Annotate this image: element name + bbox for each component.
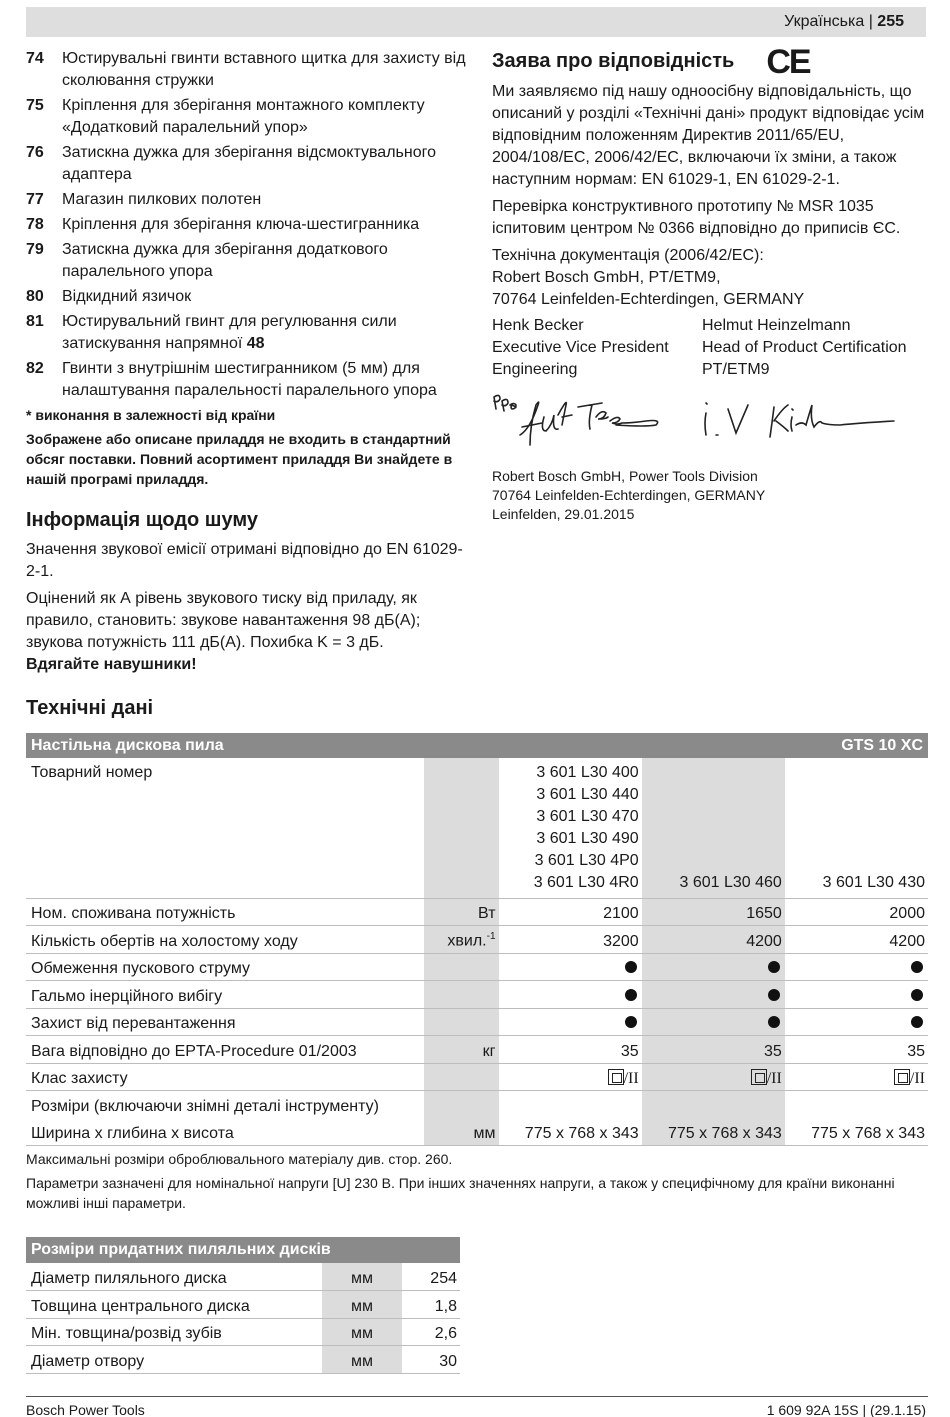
list-item: [26, 311, 471, 355]
noise-paragraph-2: Оцінений як А рівень звукового тиску від приладу, як правило, становить: звукове навантаження 98 дБ(A); звукова потужність 111 дБ(A). Похибка K = 3 дБ.: [26, 590, 421, 651]
tech-rows: [26, 898, 928, 1063]
parts-list: [26, 48, 471, 402]
item-text: Юстирувальний гвинт для регулювання сили затискування напрямної 48: [62, 313, 397, 352]
item-number: 76: [26, 144, 44, 161]
row-label: Вага відповідно до EPTA-Procedure 01/2003: [26, 1036, 424, 1064]
part-number-label: Товарний номер: [26, 758, 424, 898]
row-value-3: 35: [785, 1036, 928, 1064]
item-number: 77: [26, 191, 44, 208]
part-number: 3 601 L30 4P0: [534, 851, 639, 869]
row-value-2: 35: [642, 1036, 785, 1064]
protection-label: Клас захисту: [26, 1063, 424, 1091]
filled-dot-icon: [625, 989, 637, 1001]
row-label: Ном. споживана потужність: [26, 898, 424, 926]
tech-table-model: GTS 10 XC: [642, 733, 928, 758]
dimensions-unit: мм: [424, 1118, 498, 1146]
address-date: Leinfelden, 29.01.2015: [492, 506, 635, 522]
item-text: Затискна дужка для зберігання відсмоктувального адаптера: [62, 144, 436, 183]
filled-dot-icon: [768, 1016, 780, 1028]
signer-2: [702, 315, 912, 381]
list-item: [26, 189, 471, 211]
table-row: [26, 898, 928, 926]
row-value-1: 35: [499, 1036, 642, 1064]
signer-2-title-2: PT/ETM9: [702, 361, 770, 378]
row-value-1: 2100: [499, 898, 642, 926]
row-unit: мм: [322, 1346, 402, 1374]
item-text: Затискна дужка для зберігання додаткового паралельного упора: [62, 241, 388, 280]
row-unit: хвил.$^{-1}$: [424, 926, 498, 954]
item-number: 78: [26, 216, 44, 233]
row-value-3: [785, 953, 928, 981]
list-item: [26, 286, 471, 308]
footer-divider: [26, 1396, 928, 1397]
protection-class-icon: [751, 1069, 767, 1085]
ce-mark-icon: CE: [766, 43, 810, 81]
signers: [492, 315, 932, 381]
row-unit: кг: [424, 1036, 498, 1064]
row-label: Кількість обертів на холостому ходу: [26, 926, 424, 954]
table-row: [26, 953, 928, 981]
row-value-1: 3200: [499, 926, 642, 954]
item-number: 81: [26, 313, 44, 330]
signer-2-title: Head of Product Certification: [702, 339, 907, 356]
dimensions-empty-2: [642, 1091, 785, 1119]
accessories-note: Зображене або описане приладдя не входить в стандартний обсяг поставки. Повний асортимент приладдя Ви знайдете в нашій програмі приладдя.: [26, 431, 453, 487]
signer-2-name: Helmut Heinzelmann: [702, 317, 851, 334]
technical-docs: [492, 245, 932, 311]
signature-address: [492, 467, 932, 524]
row-label: Мін. товщина/розвід зубів: [26, 1318, 322, 1346]
part-number-col-2: 3 601 L30 460: [642, 758, 785, 898]
part-number-unit: [424, 758, 498, 898]
table-row: [26, 926, 928, 954]
row-value-1: [499, 981, 642, 1009]
tech-footnote-1: Максимальні розміри оброблювального матеріалу див. стор. 260.: [26, 1151, 453, 1167]
part-number-row: [26, 758, 928, 898]
conformity-paragraph-2: Перевірка конструктивного прототипу № MSR 1035 іспитовим центром № 0366 відповідно до приписів ЄС.: [492, 198, 901, 237]
dimensions-sublabel: Ширина x глибина x висота: [26, 1118, 424, 1146]
row-value-2: 1650: [642, 898, 785, 926]
list-item: [26, 48, 471, 92]
row-unit: [424, 1008, 498, 1036]
protection-class-icon: [608, 1069, 624, 1085]
footer-right: 1 609 92A 15S | (29.1.15): [766, 1402, 926, 1417]
row-value-3: [785, 1008, 928, 1036]
dimensions-value-2: 775 x 768 x 343: [642, 1118, 785, 1146]
list-item: [26, 358, 471, 402]
dimensions-value-3: 775 x 768 x 343: [785, 1118, 928, 1146]
filled-dot-icon: [911, 1016, 923, 1028]
dimensions-value-1: 775 x 768 x 343: [499, 1118, 642, 1146]
row-unit: Вт: [424, 898, 498, 926]
list-item: [26, 239, 471, 283]
row-label: Обмеження пускового струму: [26, 953, 424, 981]
table-row: [26, 1291, 460, 1319]
signer-1-title: Executive Vice President: [492, 339, 669, 356]
noise-title: Інформація щодо шуму: [26, 509, 258, 531]
row-value-3: 2000: [785, 898, 928, 926]
dimensions-row: [26, 1118, 928, 1146]
protection-class-icon: [894, 1069, 910, 1085]
filled-dot-icon: [625, 1016, 637, 1028]
row-value: 1,8: [402, 1291, 460, 1319]
part-number-col-3: 3 601 L30 430: [785, 758, 928, 898]
table-row: [26, 1263, 460, 1291]
part-numbers-col-1: [499, 758, 642, 898]
row-unit: мм: [322, 1263, 402, 1291]
row-unit: мм: [322, 1318, 402, 1346]
item-text: Гвинти з внутрішнім шестигранником (5 мм) для налаштування паралельності паралельного упора: [62, 360, 437, 399]
row-value-2: [642, 1008, 785, 1036]
filled-dot-icon: [625, 961, 637, 973]
table-row: [26, 1346, 460, 1374]
protection-value-2: /II: [642, 1063, 785, 1091]
row-value-3: [785, 981, 928, 1009]
row-unit: мм: [322, 1291, 402, 1319]
tech-data-table: [26, 733, 928, 1146]
address-line-1: Robert Bosch GmbH, Power Tools Division: [492, 468, 758, 484]
filled-dot-icon: [911, 989, 923, 1001]
country-note: * виконання в залежності від країни: [26, 407, 276, 423]
tech-data-title: Технічні дані: [26, 697, 154, 719]
row-value-1: [499, 953, 642, 981]
table-row: [26, 1318, 460, 1346]
item-text: Кріплення для зберігання монтажного комплекту «Додатковий паралельний упор»: [62, 97, 425, 136]
item-number: 79: [26, 241, 44, 258]
tech-table-title: Настільна дискова пила: [26, 733, 642, 758]
right-column: [492, 43, 932, 524]
part-number: 3 601 L30 400: [536, 763, 639, 781]
dimensions-empty-1: [499, 1091, 642, 1119]
left-column: [26, 48, 471, 676]
conformity-paragraph-1: Ми заявляємо під нашу одноосібну відповідальність, що описаний у розділі «Технічні дані» продукт відповідає усім відповідним положенням Директив 2011/65/EU, 2004/108/EC, 2006/42/EC, включаючи їх зміни, а також наступним нормам: EN 61029-1, EN 61029-2-1.: [492, 83, 925, 188]
item-number: 75: [26, 97, 44, 114]
technical-docs-line-2: Robert Bosch GmbH, PT/ETM9,: [492, 269, 721, 286]
header-language: Українська: [784, 13, 865, 30]
part-number: 3 601 L30 470: [536, 807, 639, 825]
row-value: 2,6: [402, 1318, 460, 1346]
row-label: Діаметр отвору: [26, 1346, 322, 1374]
protection-value-1: /II: [499, 1063, 642, 1091]
tech-footnote-2: Параметри зазначені для номінальної напруги [U] 230 В. При інших значеннях напруги, а також у специфічному для країни виконанні можливі інші параметри.: [26, 1175, 895, 1211]
table-row: [26, 1036, 928, 1064]
item-text: Відкидний язичок: [62, 288, 192, 305]
row-unit: [424, 953, 498, 981]
signer-1: [492, 315, 702, 381]
address-line-2: 70764 Leinfelden-Echterdingen, GERMANY: [492, 487, 766, 503]
technical-docs-line-1: Технічна документація (2006/42/EC):: [492, 247, 764, 264]
signer-1-title-2: Engineering: [492, 361, 578, 378]
item-number: 74: [26, 50, 44, 67]
row-value-2: [642, 953, 785, 981]
item-text: Юстирувальні гвинти вставного щитка для захисту від сколювання стружки: [62, 50, 466, 89]
part-number: 3 601 L30 440: [536, 785, 639, 803]
handwritten-signatures-icon: [492, 387, 912, 467]
blades-title: Розміри придатних пиляльних дисків: [26, 1237, 460, 1263]
noise-paragraph-1: Значення звукової емісії отримані відповідно до EN 61029-2-1.: [26, 541, 463, 580]
row-label: Захист від перевантаження: [26, 1008, 424, 1036]
protection-unit: [424, 1063, 498, 1091]
dimensions-row-heading: [26, 1091, 928, 1119]
row-value: 254: [402, 1263, 460, 1291]
conformity-title: Заява про відповідність CE: [492, 43, 810, 81]
row-unit: [424, 981, 498, 1009]
item-number: 82: [26, 360, 44, 377]
item-reference: 48: [246, 335, 265, 352]
table-row: [26, 981, 928, 1009]
dimensions-unit-empty: [424, 1091, 498, 1119]
row-value-2: 4200: [642, 926, 785, 954]
part-number: 3 601 L30 490: [536, 829, 639, 847]
footer-left: Bosch Power Tools: [26, 1402, 145, 1417]
page-number: 255: [877, 13, 904, 30]
row-value-1: [499, 1008, 642, 1036]
row-value: 30: [402, 1346, 460, 1374]
row-label: Товщина центрального диска: [26, 1291, 322, 1319]
protection-row: [26, 1063, 928, 1091]
blades-rows: [26, 1263, 460, 1373]
noise-warning: Вдягайте навушники!: [26, 656, 197, 673]
technical-docs-line-3: 70764 Leinfelden-Echterdingen, GERMANY: [492, 291, 805, 308]
tech-table-header: [26, 733, 928, 758]
dimensions-label: Розміри (включаючи знімні деталі інструменту): [31, 1098, 379, 1115]
list-item: [26, 214, 471, 236]
signatures: [492, 387, 932, 467]
signer-1-name: Henk Becker: [492, 317, 584, 334]
blades-table: [26, 1237, 460, 1374]
row-value-2: [642, 981, 785, 1009]
item-text: Магазин пилкових полотен: [62, 191, 262, 208]
item-number: 80: [26, 288, 44, 305]
row-label: Діаметр пиляльного диска: [26, 1263, 322, 1291]
filled-dot-icon: [768, 989, 780, 1001]
page-header: Українська | 255: [26, 7, 926, 37]
filled-dot-icon: [911, 961, 923, 973]
list-item: [26, 142, 471, 186]
part-number: 3 601 L30 4R0: [533, 873, 639, 891]
protection-value-3: /II: [785, 1063, 928, 1091]
list-item: [26, 95, 471, 139]
item-text: Кріплення для зберігання ключа-шестигранника: [62, 216, 420, 233]
table-row: [26, 1008, 928, 1036]
blades-header: [26, 1237, 460, 1263]
filled-dot-icon: [768, 961, 780, 973]
dimensions-empty-3: [785, 1091, 928, 1119]
row-label: Гальмо інерційного вибігу: [26, 981, 424, 1009]
row-value-3: 4200: [785, 926, 928, 954]
